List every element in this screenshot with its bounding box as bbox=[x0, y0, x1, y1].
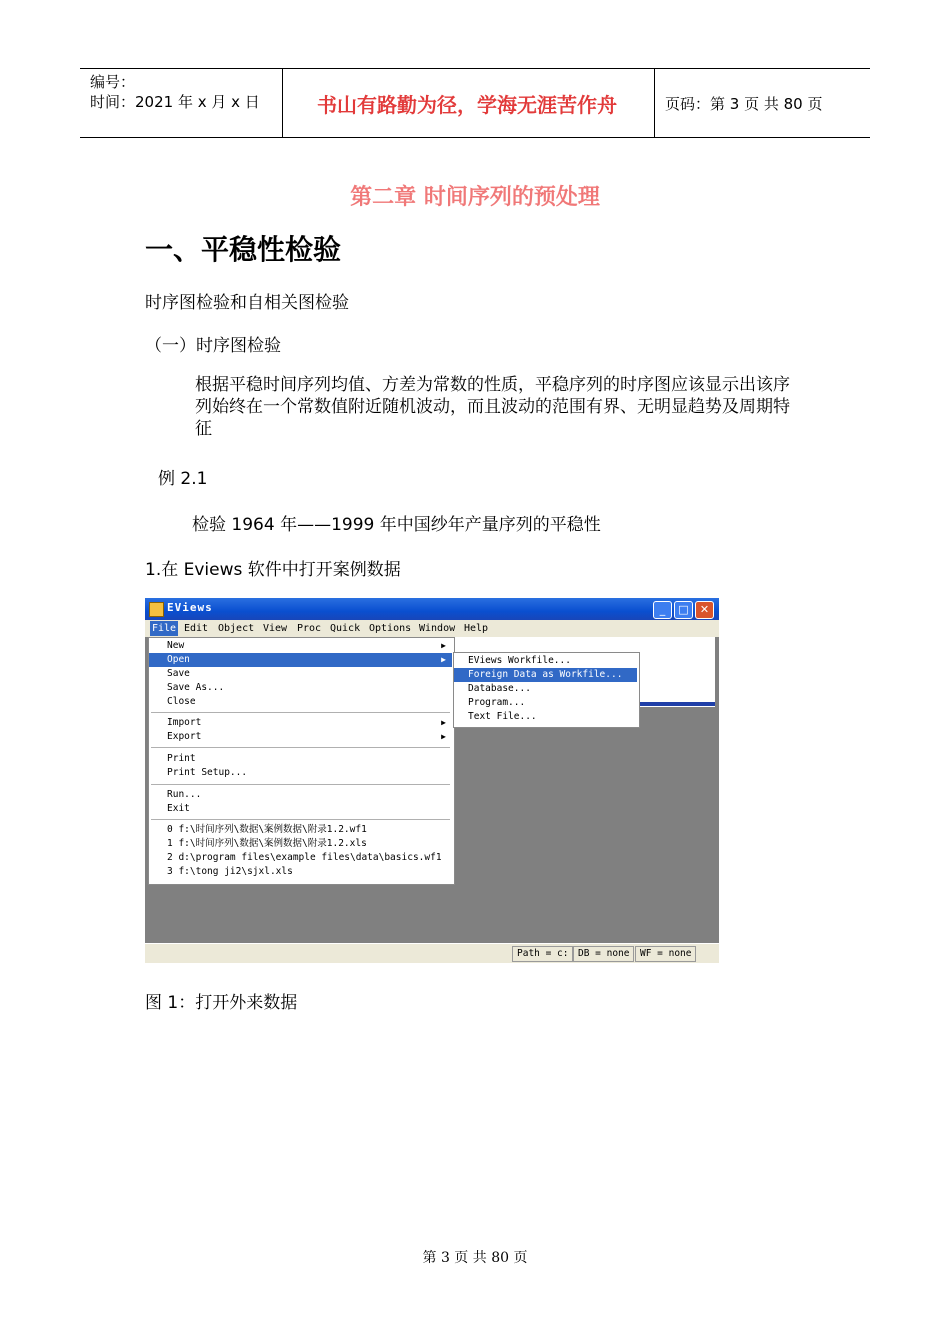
status-wf: WF = none bbox=[635, 946, 696, 962]
open-text-file[interactable]: Text File... bbox=[468, 711, 537, 722]
file-menu-run[interactable]: Run... bbox=[167, 789, 202, 800]
header-meta bbox=[90, 72, 260, 112]
recent-file-item[interactable]: 1 f:\时间序列\数据\案例数据\附录1.2.xls bbox=[167, 838, 367, 849]
chapter-title: 第二章 时间序列的预处理 bbox=[350, 185, 600, 210]
example-text: 检验 1964 年——1999 年中国纱年产量序列的平稳性 bbox=[192, 515, 601, 535]
header-divider bbox=[654, 69, 655, 137]
menu-view[interactable]: View bbox=[263, 623, 288, 634]
menu-options[interactable]: Options bbox=[369, 623, 412, 634]
eviews-title: EViews bbox=[167, 601, 213, 614]
eviews-app-icon bbox=[149, 602, 164, 617]
minimize-icon[interactable]: _ bbox=[653, 601, 672, 619]
file-menu-exit[interactable]: Exit bbox=[167, 803, 190, 814]
file-menu-print-setup[interactable]: Print Setup... bbox=[167, 767, 248, 778]
page-footer: 第 3 页 共 80 页 bbox=[422, 1250, 528, 1266]
eviews-statusbar bbox=[145, 943, 719, 963]
status-db: DB = none bbox=[573, 946, 634, 962]
recent-file-item[interactable]: 0 f:\时间序列\数据\案例数据\附录1.2.wf1 bbox=[167, 824, 367, 835]
file-menu bbox=[148, 637, 455, 885]
time-label: 时间：2021 年 x 月 x 日 bbox=[90, 93, 260, 111]
header-motto: 书山有路勤为径，学海无涯苦作舟 bbox=[317, 93, 617, 117]
menu-proc[interactable]: Proc bbox=[297, 623, 322, 634]
open-foreign-data[interactable]: Foreign Data as Workfile... bbox=[454, 668, 637, 682]
menu-quick[interactable]: Quick bbox=[330, 623, 361, 634]
file-menu-new[interactable]: New ▶ bbox=[167, 640, 446, 651]
menu-window[interactable]: Window bbox=[419, 623, 456, 634]
eviews-screenshot bbox=[145, 598, 719, 962]
open-database[interactable]: Database... bbox=[468, 683, 531, 694]
file-menu-save[interactable]: Save bbox=[167, 668, 190, 679]
header-page-info: 页码：第 3 页 共 80 页 bbox=[665, 95, 823, 113]
page-header bbox=[80, 68, 870, 138]
example-label: 例 2.1 bbox=[158, 469, 208, 489]
menu-separator bbox=[151, 784, 450, 785]
open-submenu bbox=[453, 652, 640, 728]
file-menu-open[interactable]: Open ▶ bbox=[149, 653, 452, 667]
menu-object[interactable]: Object bbox=[218, 623, 255, 634]
number-label: 编号： bbox=[90, 73, 136, 91]
menu-edit[interactable]: Edit bbox=[184, 623, 209, 634]
section-title: 一、平稳性检验 bbox=[145, 233, 342, 266]
menu-separator bbox=[151, 712, 450, 713]
menu-file[interactable]: File bbox=[152, 623, 177, 634]
recent-file-item[interactable]: 3 f:\tong ji2\sjxl.xls bbox=[167, 866, 293, 877]
figure-caption: 图 1：打开外来数据 bbox=[145, 993, 298, 1013]
close-icon[interactable]: ✕ bbox=[695, 601, 714, 619]
menu-separator bbox=[151, 819, 450, 820]
status-path: Path = c: bbox=[512, 946, 573, 962]
file-menu-print[interactable]: Print bbox=[167, 753, 196, 764]
body-paragraph: 根据平稳时间序列均值、方差为常数的性质，平稳序列的时序图应该显示出该序列始终在一个常数值附近随机波动，而且波动的范围有界、无明显趋势及周期特征 bbox=[195, 375, 790, 439]
menu-help[interactable]: Help bbox=[464, 623, 489, 634]
file-menu-save-as[interactable]: Save As... bbox=[167, 682, 225, 693]
subsection-title: （一）时序图检验 bbox=[145, 336, 281, 356]
file-menu-import[interactable]: Import ▶ bbox=[167, 717, 446, 728]
maximize-icon[interactable]: □ bbox=[674, 601, 693, 619]
subtitle: 时序图检验和自相关图检验 bbox=[145, 293, 349, 313]
menu-separator bbox=[151, 747, 450, 748]
step-one: 1.在 Eviews 软件中打开案例数据 bbox=[145, 560, 401, 580]
file-menu-export[interactable]: Export ▶ bbox=[167, 731, 446, 742]
open-program[interactable]: Program... bbox=[468, 697, 526, 708]
recent-file-item[interactable]: 2 d:\program files\example files\data\basics.wf1 bbox=[167, 852, 442, 863]
file-menu-close[interactable]: Close bbox=[167, 696, 196, 707]
eviews-titlebar bbox=[145, 598, 719, 620]
eviews-menubar bbox=[145, 620, 719, 637]
open-eviews-workfile[interactable]: EViews Workfile... bbox=[468, 655, 571, 666]
